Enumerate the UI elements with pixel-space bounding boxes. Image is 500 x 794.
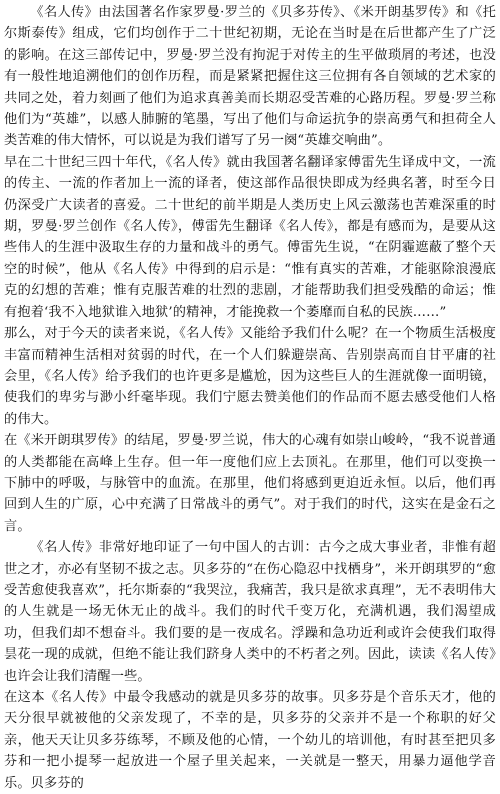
paragraph-intro: 《名人传》由法国著名作家罗曼·罗兰的《贝多芬传》、《米开朗基罗传》和《托尔斯泰传》组成，它们均创作于二十世纪初期，无论在当时是在后世都产生了广泛的影响。在这三部传记中，罗曼·罗兰没有拘泥于对传主的生平做琐屑的考述，也没有一般性地追溯他们的创作历程，而是紧紧把握住这三位拥有各自领域的艺术家的共同之处，着力刻画了他们为追求真善美而长期忍受苦难的心路历程。罗曼·罗兰称他们为“英雄”，以感人肺腑的笔墨，写出了他们与命运抗争的崇高勇气和担荷全人类苦难的伟大情怀，可以说是为我们谱写了另一阕“英雄交响曲”。 — [4, 5, 496, 149]
paragraph-beethoven-story: 在这本《名人传》中最令我感动的就是贝多芬的故事。贝多芬是个音乐天才，他的天分很早就被他的父亲发现了，不幸的是，贝多芬的父亲并不是一个称职的好父亲，他天天让贝多芬练琴，不顾及他的心情，一个幼儿的培训他，有时甚至把贝多芬和一把小提琴一起放进一个屋子里关起来，一关就是一整天，用暴力逼他学音乐。贝多芬的 — [4, 690, 496, 791]
paragraph-translation-history: 早在二十世纪三四十年代，《名人传》就由我国著名翻译家傅雷先生译成中文，一流的传主、一流的作者加上一流的译者，使这部作品很快即成为经典名著，时至今日仍深受广大读者的喜爱。二十世纪的前半期是人类历史上风云激荡也苦难深重的时期，罗曼·罗兰创作《名人传》，傅雷先生翻译《名人传》，都是有感而为，是要从这些伟人的生涯中汲取生存的力量和战斗的勇气。傅雷先生说，“在阴霾遮蔽了整个天空的时候”，他从《名人传》中得到的启示是：“惟有真实的苦难，才能驱除浪漫底克的幻想的苦难；惟有克服苦难的壮烈的悲剧，才能帮助我们担受残酷的命运；惟有抱着‘我不入地狱谁入地狱’的精神，才能挽救一个萎靡而自私的民族……” — [4, 154, 496, 320]
paragraph-michelangelo-quote: 在《米开朗琪罗传》的结尾，罗曼·罗兰说，伟大的心魂有如崇山峻岭，“我不说普通的人类都能在高峰上生存。但一年一度他们应上去顶礼。在那里，他们可以变换一下肺中的呼吸，与脉管中的血流。在那里，他们将感到更迫近永恒。以后，他们再回到人生的广原，心中充满了日常战斗的勇气”。对于我们的时代，这实在是金石之言。 — [4, 433, 496, 534]
paragraph-perseverance: 《名人传》非常好地印证了一句中国人的古训：古今之成大事业者，非惟有超世之才，亦必有坚韧不拔之志。贝多芬的“在伤心隐忍中找栖身”，米开朗琪罗的“愈受苦愈使我喜欢”，托尔斯泰的“我哭泣，我痛苦，我只是欲求真理”，无不表明伟大的人生就是一场无休无止的战斗。我们的时代千变万化，充满机遇，我们渴望成功，但我们却不想奋斗。我们要的是一夜成名。浮躁和急功近利或许会使我们取得昙花一现的成就，但绝不能让我们跻身人类中的不朽者之列。因此，读读《名人传》也许会让我们清醒一些。 — [4, 540, 496, 684]
paragraph-modern-relevance: 那么，对于今天的读者来说，《名人传》又能给予我们什么呢？在一个物质生活极度丰富而精神生活相对贫弱的时代，在一个人们躲避崇高、告别崇高而自甘平庸的社会里，《名人传》给予我们的也许更多是尴尬，因为这些巨人的生涯就像一面明镜，使我们的卑劣与渺小纤毫毕现。我们宁愿去赞美他们的作品而不愿去感受他们人格的伟大。 — [4, 326, 496, 427]
